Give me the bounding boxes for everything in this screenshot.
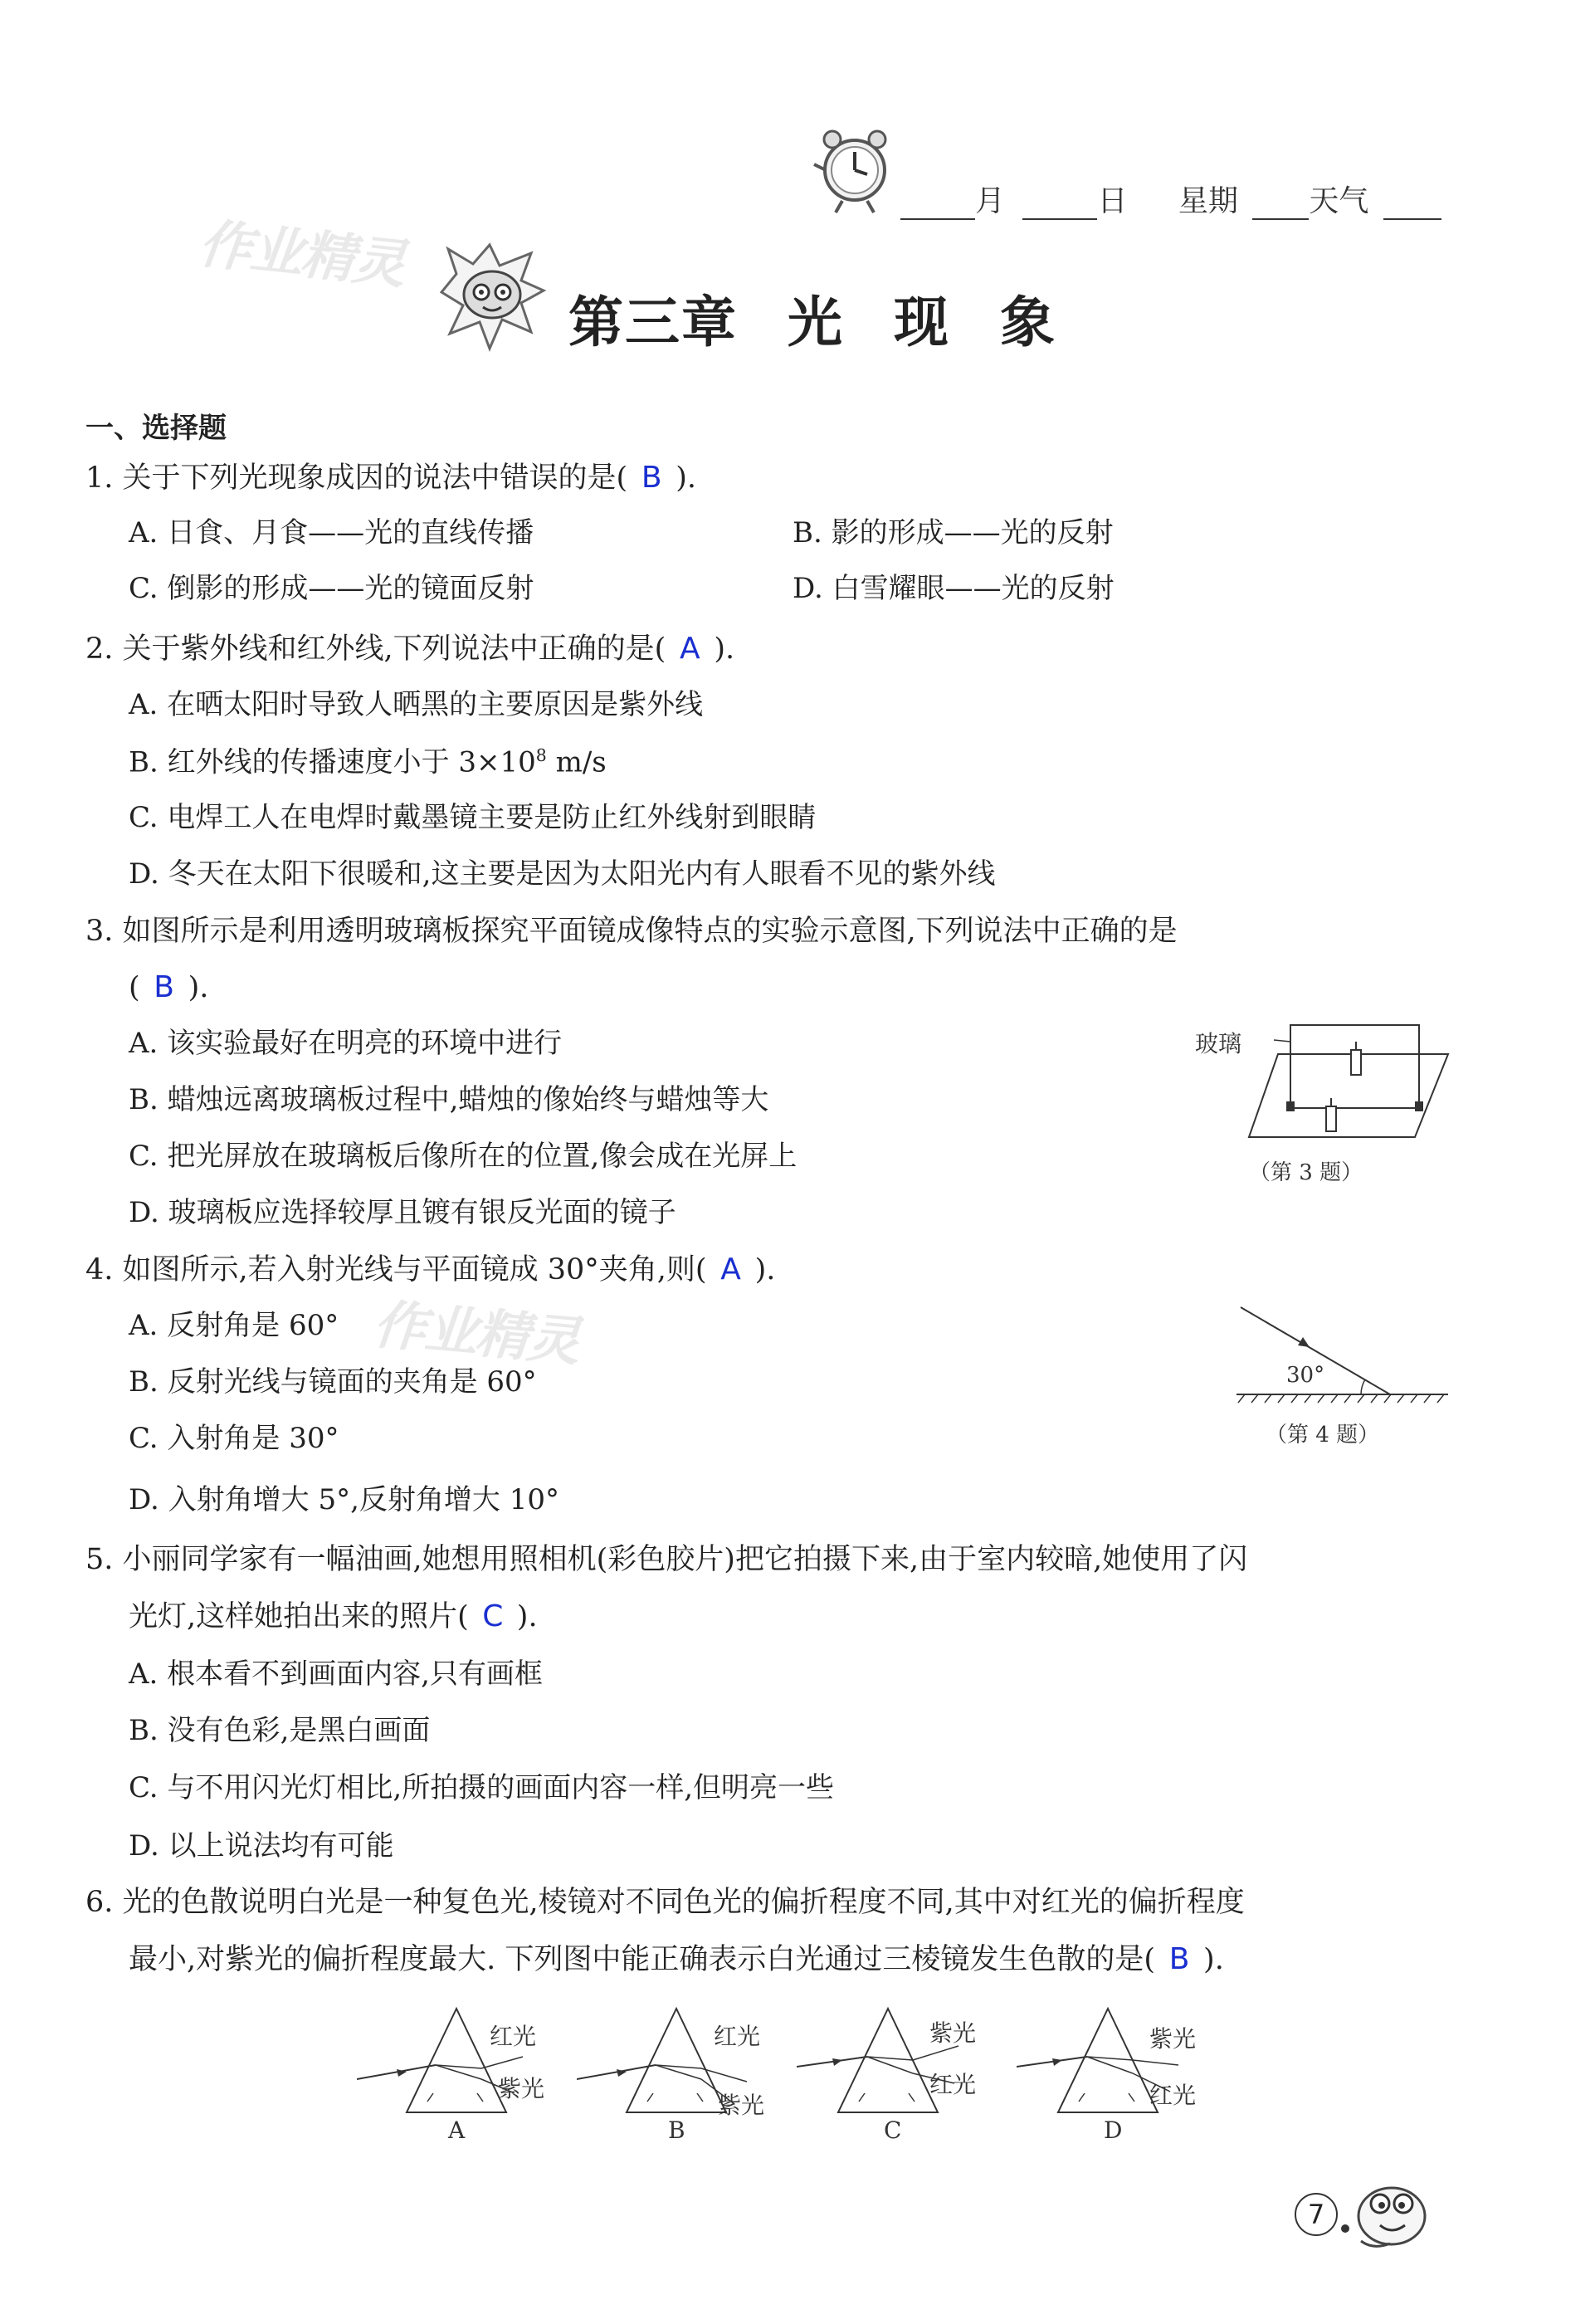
- q1-option-b: B. 影的形成——光的反射: [793, 516, 1114, 549]
- q5-option-b: B. 没有色彩,是黑白画面: [129, 1714, 431, 1747]
- prism-c-top-label: 紫光: [929, 2019, 977, 2047]
- answer-6: B: [1168, 1942, 1190, 1976]
- q2-option-a: A. 在晒太阳时导致人晒黑的主要原因是紫外线: [129, 688, 704, 721]
- prism-b-top-label: 红光: [714, 2023, 761, 2050]
- weather-label: 天气: [1309, 184, 1369, 218]
- prism-figure-a: [357, 2000, 564, 2144]
- q3-glass-label: 玻璃: [1195, 1030, 1242, 1057]
- question-6-stem-2: 最小,对紫光的偏折程度最大. 下列图中能正确表示白光通过三棱镜发生色散的是( B ).: [129, 1942, 1224, 1976]
- prism-c-letter: C: [884, 2116, 902, 2144]
- answer-5: C: [482, 1599, 504, 1633]
- q2-option-b: B. 红外线的传播速度小于 $3\times 10^8$ m/s: [129, 745, 607, 779]
- q5-option-c: C. 与不用闪光灯相比,所拍摄的画面内容一样,但明亮一些: [129, 1771, 835, 1804]
- prism-d-top-label: 紫光: [1149, 2025, 1197, 2053]
- question-4-stem: 4. 如图所示,若入射光线与平面镜成 30°夹角,则( A ).: [85, 1252, 776, 1286]
- q5-option-d: D. 以上说法均有可能: [129, 1829, 394, 1863]
- prism-a-letter: A: [448, 2116, 466, 2144]
- q1-option-a: A. 日食、月食——光的直线传播: [129, 516, 534, 549]
- prism-a-top-label: 红光: [490, 2023, 537, 2050]
- q5-option-a: A. 根本看不到画面内容,只有画框: [129, 1658, 543, 1691]
- q4-option-b: B. 反射光线与镜面的夹角是 60°: [129, 1365, 537, 1399]
- weather-blank[interactable]: [1383, 193, 1441, 220]
- watermark-top: 作业精灵: [196, 213, 407, 296]
- question-6-stem: 6. 光的色散说明白光是一种复色光,棱镜对不同色光的偏折程度不同,其中对红光的偏折程度: [85, 1886, 1245, 1919]
- q3-figure: [1245, 1017, 1452, 1150]
- prism-figure-c: [797, 2000, 1004, 2144]
- q1-option-d: D. 白雪耀眼——光的反射: [793, 572, 1115, 605]
- q4-option-a: A. 反射角是 60°: [129, 1309, 339, 1342]
- chapter-char-2: 现: [894, 290, 950, 354]
- answer-1: B: [641, 461, 662, 495]
- clock-mascot-icon: [809, 124, 900, 216]
- prism-b-bottom-label: 紫光: [718, 2092, 765, 2119]
- q3-caption: （第 3 题）: [1249, 1160, 1363, 1185]
- page-number: 7: [1307, 2199, 1325, 2230]
- prism-c-bottom-label: 红光: [929, 2071, 977, 2098]
- watermark-mid: 作业精灵: [370, 1294, 582, 1374]
- q4-caption: （第 4 题）: [1266, 1423, 1380, 1448]
- day-blank[interactable]: [1022, 193, 1097, 220]
- question-2-stem: 2. 关于紫外线和红外线,下列说法中正确的是( A ).: [85, 632, 735, 666]
- month-label: 月: [975, 184, 1006, 218]
- prism-d-letter: D: [1104, 2116, 1123, 2144]
- mascot-icon: [440, 241, 548, 357]
- question-1-stem: 1. 关于下列光现象成因的说法中错误的是( B ).: [85, 461, 696, 495]
- question-5-stem: 5. 小丽同学家有一幅油画,她想用照相机(彩色胶片)把它拍摄下来,由于室内较暗,她使用了闪: [85, 1543, 1248, 1576]
- q2-option-d: D. 冬天在太阳下很暖和,这主要是因为太阳光内有人眼看不见的紫外线: [129, 857, 996, 891]
- answer-3: B: [154, 970, 174, 1004]
- q3-option-c: C. 把光屏放在玻璃板后像所在的位置,像会成在光屏上: [129, 1140, 798, 1173]
- answer-4: A: [720, 1252, 741, 1286]
- chapter-char-1: 光: [788, 290, 844, 354]
- q3-option-b: B. 蜡烛远离玻璃板过程中,蜡烛的像始终与蜡烛等大: [129, 1083, 769, 1116]
- prism-d-bottom-label: 红光: [1149, 2082, 1197, 2109]
- answer-2: A: [679, 632, 700, 666]
- question-3-stem: 3. 如图所示是利用透明玻璃板探究平面镜成像特点的实验示意图,下列说法中正确的是: [85, 915, 1178, 948]
- page-number-circle: [1295, 2193, 1338, 2236]
- prism-figure-d: [1017, 2000, 1224, 2144]
- page-mascot-icon: [1340, 2170, 1440, 2253]
- prism-a-bottom-label: 紫光: [498, 2075, 545, 2102]
- q3-option-a: A. 该实验最好在明亮的环境中进行: [129, 1027, 563, 1060]
- q4-option-d: D. 入射角增大 5°,反射角增大 10°: [129, 1483, 559, 1516]
- question-5-stem-2: 光灯,这样她拍出来的照片( C ).: [129, 1599, 538, 1633]
- q2-option-c: C. 电焊工人在电焊时戴墨镜主要是防止红外线射到眼睛: [129, 801, 817, 834]
- chapter-number: 第三章: [568, 290, 738, 354]
- q4-option-c: C. 入射角是 30°: [129, 1422, 339, 1455]
- q4-figure: [1228, 1299, 1452, 1407]
- prism-b-letter: B: [668, 2116, 685, 2144]
- section-title: 一、选择题: [85, 412, 227, 445]
- question-3-stem-2: ( B ).: [129, 970, 209, 1004]
- q4-angle-label: 30°: [1286, 1363, 1325, 1388]
- weekday-label: 星期: [1178, 184, 1238, 218]
- q3-option-d: D. 玻璃板应选择较厚且镀有银反光面的镜子: [129, 1196, 676, 1229]
- date-line: [900, 178, 1441, 220]
- prism-figure-b: [577, 2000, 784, 2144]
- month-blank[interactable]: [900, 193, 975, 220]
- chapter-title: [568, 278, 1056, 357]
- weekday-blank[interactable]: [1252, 193, 1309, 220]
- q1-option-c: C. 倒影的形成——光的镜面反射: [129, 572, 534, 605]
- chapter-char-3: 象: [1000, 290, 1056, 354]
- day-label: 日: [1097, 184, 1128, 218]
